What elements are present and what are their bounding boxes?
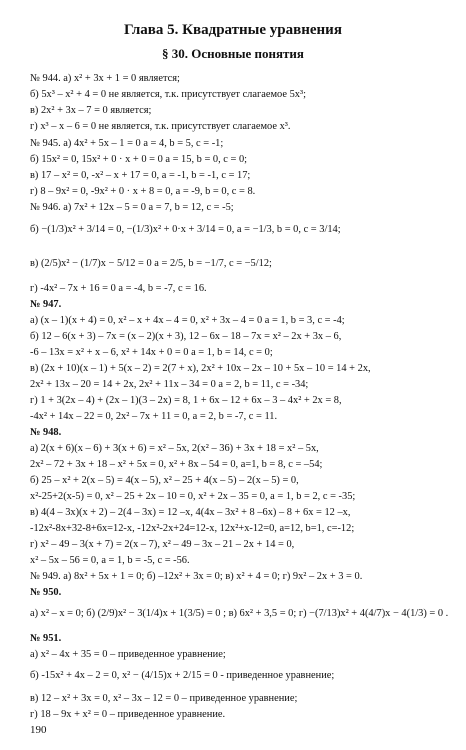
chapter-title: Глава 5. Квадратные уравнения — [124, 22, 342, 38]
text-line: x² – 5x – 56 = 0, a = 1, b = -5, c = -56. — [30, 555, 190, 566]
text-line: № 949. а) 8x² + 5x + 1 = 0; б) –12x² + 3x = 0; в) x² + 4 = 0; г) 9x² – 2x + 3 = 0. — [30, 571, 363, 582]
text-line: в) (2x + 10)(x – 1) + 5(x – 2) = 2(7 + x), 2x² + 10x – 2x – 10 + 5x – 10 = 14 + 2x, — [30, 363, 371, 374]
text-line: б) -15x² + 4x – 2 = 0, x² − (4/15)x + 2/15 = 0 - приведенное уравнение; — [30, 670, 335, 681]
text-line: -4x² + 14x – 22 = 0, 2x² – 7x + 11 = 0, a = 2, b = -7, c = 11. — [30, 411, 278, 422]
exercise-heading: № 950. — [30, 587, 62, 598]
exercise-heading: № 951. — [30, 633, 62, 644]
text-line: б) 5x³ – x² + 4 = 0 не является, т.к. присутствует слагаемое 5x³; — [30, 89, 306, 100]
text-line: б) 12 – 6(x + 3) – 7x = (x – 2)(x + 3), 12 – 6x – 18 – 7x = x² – 2x + 3x – 6, — [30, 331, 342, 342]
text-line: г) 8 – 9x² = 0, -9x² + 0 · x + 8 = 0, a = -9, b = 0, c = 8. — [30, 186, 256, 197]
text-line: № 946. а) 7x² + 12x – 5 = 0 a = 7, b = 12, c = -5; — [30, 202, 234, 213]
text-line: 2x² + 13x – 20 = 14 + 2x, 2x² + 11x – 34 = 0 a = 2, b = 11, c = -34; — [30, 379, 309, 390]
exercise-heading: № 947. — [30, 299, 62, 310]
text-line: г) x³ – x – 6 = 0 не является, т.к. присутствует слагаемое x³. — [30, 121, 291, 132]
text-line: а) 2(x + 6)(x – 6) + 3(x + 6) = x² – 5x, 2(x² – 36) + 3x + 18 = x² – 5x, — [30, 443, 319, 454]
text-line: -6 – 13x = x² + x – 6, x² + 14x + 0 = 0 a = 1, b = 14, c = 0; — [30, 347, 273, 358]
text-line: а) x² – 4x + 35 = 0 – приведенное уравнение; — [30, 649, 226, 660]
text-line: б) −(1/3)x² + 3/14 = 0, −(1/3)x² + 0·x + 3/14 = 0, a = −1/3, b = 0, c = 3/14; — [30, 224, 341, 235]
text-line: г) 18 – 9x + x² = 0 – приведенное уравнение. — [30, 709, 226, 720]
text-line: а) (x – 1)(x + 4) = 0, x² – x + 4x – 4 = 0, x² + 3x – 4 = 0 a = 1, b = 3, c = -4; — [30, 315, 345, 326]
text-line: № 945. а) 4x² + 5x – 1 = 0 a = 4, b = 5, c = -1; — [30, 138, 224, 149]
text-line: 2x² – 72 + 3x + 18 – x² + 5x = 0, x² + 8x – 54 = 0, a=1, b = 8, c = –54; — [30, 459, 323, 470]
text-line: а) x² – x = 0; б) (2/9)x² − 3(1/4)x + 1(3/5) = 0 ; в) 6x² + 3,5 = 0; г) −(7/13)x² + 4(4/7)x − 4(1/3) = 0 . — [30, 608, 449, 619]
text-line: -12x²-8x+32-8+6x=12-x, -12x²-2x+24=12-x, 12x²+x-12=0, a=12, b=1, c=-12; — [30, 523, 355, 534]
section-title: § 30. Основные понятия — [162, 46, 304, 61]
text-line: г) -4x² – 7x + 16 = 0 a = -4, b = -7, c = 16. — [30, 283, 207, 294]
text-line: г) 1 + 3(2x – 4) + (2x – 1)(3 – 2x) = 8, 1 + 6x – 12 + 6x – 3 – 4x² + 2x = 8, — [30, 395, 342, 406]
text-line: б) 15x² = 0, 15x² + 0 · x + 0 = 0 a = 15, b = 0, c = 0; — [30, 154, 248, 165]
text-line: x²-25+2(x-5) = 0, x² – 25 + 2x – 10 = 0, x² + 2x – 35 = 0, a = 1, b = 2, c = -35; — [30, 491, 356, 502]
text-line: в) 17 – x² = 0, -x² – x + 17 = 0, a = -1, b = -1, c = 17; — [30, 170, 251, 181]
text-line: б) 25 – x² + 2(x – 5) = 4(x – 5), x² – 25 + 4(x – 5) – 2(x – 5) = 0, — [30, 475, 299, 486]
text-line: в) (2/5)x² − (1/7)x − 5/12 = 0 a = 2/5, b = −1/7, c = −5/12; — [30, 258, 272, 269]
text-line: в) 12 – x² + 3x = 0, x² – 3x – 12 = 0 – приведенное уравнение; — [30, 693, 298, 704]
text-line: г) x² – 49 – 3(x + 7) = 2(x – 7), x² – 49 – 3x – 21 – 2x + 14 = 0, — [30, 539, 295, 550]
text-line: в) 4(4 – 3x)(x + 2) – 2(4 – 3x) = 12 –x, 4(4x – 3x² + 8 –6x) – 8 + 6x = 12 –x, — [30, 507, 351, 518]
page-number: 190 — [30, 724, 47, 736]
exercise-heading: № 948. — [30, 427, 62, 438]
text-line: в) 2x² + 3x – 7 = 0 является; — [30, 105, 152, 116]
text-line: № 944. а) x² + 3x + 1 = 0 является; — [30, 73, 180, 84]
